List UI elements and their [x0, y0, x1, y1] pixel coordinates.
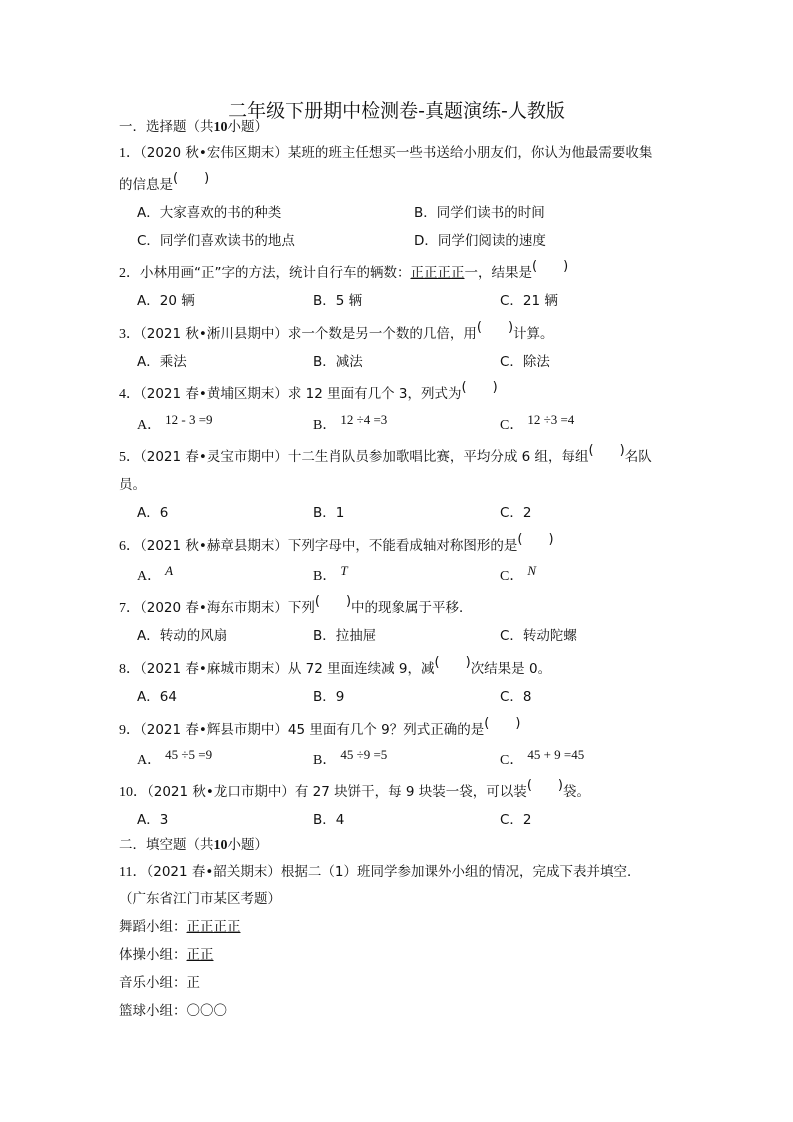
option-c[interactable]: C．同学们喜欢读书的地点: [137, 233, 295, 249]
question-source: （2021 秋•赫章县期末）: [140, 538, 288, 554]
option-letter: N: [527, 563, 537, 578]
question-1-cont: [119, 171, 210, 195]
section-count: 10: [213, 120, 228, 135]
section-heading-fill-in: [119, 836, 268, 855]
group-dance: [119, 918, 241, 936]
group-label: 音乐小组：: [119, 975, 187, 991]
option-expression: 12 ÷4 =3: [340, 412, 388, 427]
option-c[interactable]: C．21 辆: [500, 293, 558, 309]
option-a[interactable]: A．64: [137, 689, 177, 705]
question-text: 的信息是: [119, 177, 173, 193]
question-source: （2020 秋•宏伟区期末）: [140, 145, 288, 161]
answer-paren-close: ): [492, 380, 498, 395]
section-count: 10: [213, 838, 228, 853]
question-4: [119, 380, 498, 404]
option-b[interactable]: B．拉抽屉: [313, 628, 377, 644]
option-label: A．: [137, 418, 162, 433]
answer-paren-close: ): [619, 443, 625, 458]
option-d[interactable]: D．同学们阅读的速度: [414, 233, 546, 249]
option-label: C．: [500, 418, 524, 433]
question-10: [119, 778, 590, 802]
question-text-end: 名队: [624, 449, 652, 465]
answer-paren-close: ): [557, 778, 563, 793]
option-b[interactable]: [313, 747, 388, 770]
question-number: 10．: [119, 785, 147, 800]
tally-marks: 正: [186, 975, 200, 991]
option-label: B．: [313, 753, 337, 768]
option-label: B．: [313, 569, 337, 584]
option-b[interactable]: B．5 辆: [313, 293, 363, 309]
answer-paren-close: ): [548, 532, 554, 547]
option-a[interactable]: A．3: [137, 812, 169, 828]
answer-paren-open: (: [461, 380, 467, 395]
question-number: 1．: [119, 146, 140, 161]
answer-paren-open: (: [484, 716, 490, 731]
group-gymnastics: [119, 946, 214, 964]
question-number: 9．: [119, 723, 140, 738]
option-b[interactable]: B．1: [313, 505, 345, 521]
tally-marks: 正正正正: [410, 265, 465, 281]
answer-paren-open: (: [517, 532, 523, 547]
group-label: 体操小组：: [119, 947, 187, 963]
answer-paren-open: (: [588, 443, 594, 458]
option-c[interactable]: C．除法: [500, 354, 550, 370]
option-expression: 12 - 3 =9: [165, 412, 213, 427]
option-expression: 45 ÷9 =5: [340, 747, 388, 762]
group-label: 舞蹈小组：: [119, 919, 187, 935]
option-a[interactable]: [137, 747, 213, 770]
group-basketball: [119, 1002, 227, 1020]
section-prefix: 一．选择题（共: [119, 119, 214, 135]
option-b[interactable]: [313, 563, 348, 586]
section-heading-choice: [119, 118, 268, 137]
option-c[interactable]: [500, 563, 537, 586]
answer-paren-open: (: [314, 594, 320, 609]
tally-marks-rest: 一: [464, 265, 478, 281]
answer-paren-open: (: [526, 778, 532, 793]
option-label: C．: [500, 569, 524, 584]
question-number: 5．: [119, 450, 140, 465]
option-a[interactable]: A．乘法: [137, 354, 187, 370]
question-text: 小林用画“正”字的方法，统计自行车的辆数：: [140, 265, 411, 281]
question-text: 从 72 里面连续减 9，减: [287, 661, 435, 677]
question-5-cont: 员。: [119, 477, 146, 493]
question-6: [119, 532, 554, 556]
option-letter: A: [165, 563, 174, 578]
option-c[interactable]: [500, 747, 585, 770]
answer-paren-open: (: [434, 655, 440, 670]
option-c[interactable]: C．2: [500, 812, 532, 828]
answer-paren-open: (: [532, 259, 538, 274]
answer-paren-close: ): [465, 655, 471, 670]
question-source: （2021 春•麻城市期末）: [140, 661, 288, 677]
option-label: A．: [137, 753, 162, 768]
question-number: 3．: [119, 327, 140, 342]
question-source: （2021 秋•淅川县期中）: [140, 326, 288, 342]
question-source: （2021 春•黄埔区期末）: [140, 386, 288, 402]
question-text: 45 里面有几个 9？列式正确的是: [287, 722, 485, 738]
question-5: [119, 443, 652, 467]
option-a[interactable]: A．20 辆: [137, 293, 195, 309]
option-c[interactable]: [500, 412, 575, 435]
question-text: 有 27 块饼干，每 9 块装一袋，可以装: [294, 784, 527, 800]
answer-paren-close: ): [515, 716, 521, 731]
answer-paren-close: ): [345, 594, 352, 609]
answer-paren-close: ): [507, 320, 514, 335]
group-music: [119, 974, 200, 992]
question-source: （2021 秋•龙口市期中）: [147, 784, 295, 800]
question-text: 某班的班主任想买一些书送给小朋友们，你认为他最需要收集: [287, 145, 653, 161]
question-text-end: ，结果是: [478, 265, 532, 281]
option-b[interactable]: B．减法: [313, 354, 363, 370]
question-7: [119, 594, 473, 618]
question-1: [119, 144, 652, 163]
circle-marks: 〇〇〇: [186, 1003, 227, 1019]
option-expression: 45 + 9 =45: [527, 747, 585, 762]
question-8: [119, 655, 552, 679]
option-a[interactable]: A．大家喜欢的书的种类: [137, 205, 282, 221]
question-text: 求一个数是另一个数的几倍，用: [287, 326, 477, 342]
option-b[interactable]: B．4: [313, 812, 345, 828]
option-a[interactable]: A．6: [137, 505, 169, 521]
question-text-end: 次结果是 0。: [470, 661, 552, 677]
option-b[interactable]: [313, 412, 388, 435]
question-source: （2021 春•辉县市期中）: [140, 722, 288, 738]
question-3: [119, 320, 554, 344]
question-number: 6．: [119, 539, 140, 554]
section-suffix: 小题）: [227, 119, 268, 135]
question-number: 7．: [119, 601, 140, 616]
answer-paren-close: ): [563, 259, 569, 274]
question-text: 求 12 里面有几个 3，列式为: [287, 386, 462, 402]
question-text: 十二生肖队员参加歌唱比赛，平均分成 6 组，每组: [287, 449, 589, 465]
answer-paren-close: ): [204, 171, 210, 186]
question-9: [119, 716, 521, 740]
group-label: 篮球小组：: [119, 1003, 187, 1019]
question-text-end: 中的现象属于平移．: [351, 600, 473, 616]
question-2: [119, 259, 569, 283]
page-title: 二年级下册期中检测卷-真题演练-人教版: [228, 100, 565, 122]
option-letter: T: [340, 563, 348, 578]
section-suffix: 小题）: [227, 837, 268, 853]
question-11-cont: （广东省江门市某区考题）: [119, 891, 281, 907]
question-text-end: 袋。: [562, 784, 590, 800]
question-source: （2020 春•海东市期末）: [140, 600, 288, 616]
question-text-end: 计算。: [513, 326, 554, 342]
question-number: 4．: [119, 387, 140, 402]
question-text: 下列字母中，不能看成轴对称图形的是: [287, 538, 518, 554]
option-label: B．: [313, 418, 337, 433]
question-source: （2021 春•韶关期末）: [146, 864, 281, 880]
option-expression: 12 ÷3 =4: [527, 412, 575, 427]
option-a[interactable]: A．转动的风扇: [137, 628, 228, 644]
question-text: 下列: [287, 600, 315, 616]
question-text: 根据二（1）班同学参加课外小组的情况，完成下表并填空．: [280, 864, 641, 880]
option-c[interactable]: C．转动陀螺: [500, 628, 577, 644]
option-label: C．: [500, 753, 524, 768]
tally-marks: 正正正正: [186, 919, 241, 935]
question-number: 2．: [119, 266, 140, 281]
option-b[interactable]: B．9: [313, 689, 345, 705]
tally-marks: 正正: [186, 947, 214, 963]
option-c[interactable]: C．8: [500, 689, 532, 705]
answer-paren-open: (: [476, 320, 482, 335]
option-label: A．: [137, 569, 162, 584]
question-number: 8．: [119, 662, 140, 677]
section-prefix: 二．填空题（共: [119, 837, 214, 853]
answer-paren-open: (: [173, 171, 179, 186]
option-a[interactable]: [137, 563, 174, 586]
option-c[interactable]: C．2: [500, 505, 532, 521]
option-a[interactable]: [137, 412, 213, 435]
question-source: （2021 春•灵宝市期中）: [140, 449, 288, 465]
option-expression: 45 ÷5 =9: [165, 747, 213, 762]
question-11: [119, 863, 640, 882]
question-number: 11．: [119, 865, 147, 880]
option-b[interactable]: B．同学们读书的时间: [414, 205, 545, 221]
